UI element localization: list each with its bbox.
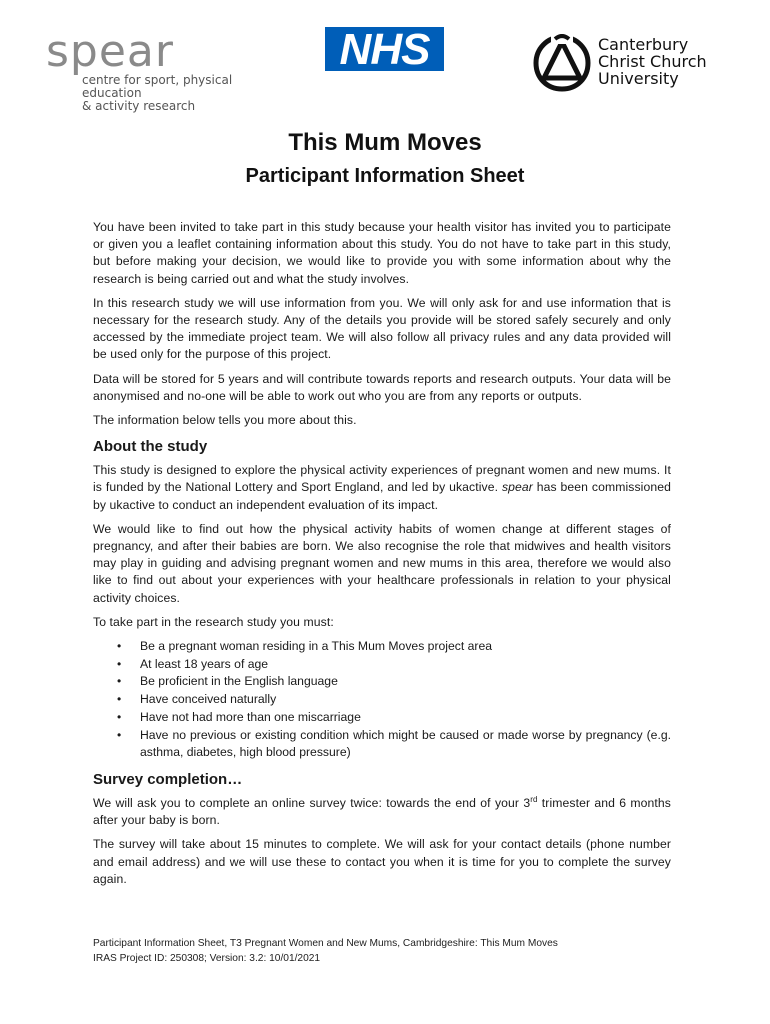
spear-logo-word: spear: [46, 26, 174, 77]
survey-paragraph-2: The survey will take about 15 minutes to complete. We will ask for your contact details (phone number and email address) and we will use these to contact you when it is time for you to complete the survey again.: [93, 837, 671, 886]
intro-paragraph-2: In this research study we will use information from you. We will only ask for and use information that is necessary for the research study. Any of the details you provide will be stored safely securely and only accessed by the immediate project team. We will also follow all privacy rules and any data provided will be used only for the purpose of this project.: [93, 295, 671, 362]
cccu-line3: University: [598, 69, 679, 88]
nhs-logo: NHS: [325, 27, 444, 71]
intro-paragraph-3: Data will be stored for 5 years and will contribute towards reports and research outputs. Your data will be anonymised and no-one will be able to work out who you are from any reports or outputs.: [93, 371, 671, 403]
about-p1-text-start: This study is designed to explore the physical activity experiences of pregnant women and new mums. It is funded by the National Lottery and Sport England, and led by ukactive.: [93, 463, 671, 495]
about-paragraph-3: To take part in the research study you must:: [93, 614, 334, 629]
survey-p1-text-start: We will ask you to complete an online survey twice: towards the end of your 3: [93, 795, 531, 810]
bullet-icon: •: [117, 656, 122, 671]
cccu-logo-text: [598, 36, 707, 87]
spear-logo-line2: & activity research: [82, 99, 196, 113]
survey-heading: Survey completion…: [93, 770, 243, 788]
cccu-line2: Christ Church: [598, 52, 707, 71]
list-item: [93, 673, 671, 691]
list-item: [93, 691, 671, 709]
cccu-logo: [531, 34, 731, 94]
about-p1-spear-italic: spear: [501, 480, 533, 495]
bullet-icon: •: [117, 709, 122, 724]
list-item-text: Be a pregnant woman residing in a This Mum Moves project area: [140, 639, 493, 654]
cccu-line1: Canterbury: [598, 35, 689, 54]
bullet-icon: •: [117, 674, 122, 689]
list-item: [93, 727, 671, 762]
about-paragraph-2: We would like to find out how the physical activity habits of women change at different stages of pregnancy, and after their babies are born. We also recognise the role that midwives and health visitors may play in guiding and advising pregnant women and new mums in this area, therefore we would also like to find out about your experiences with your healthcare professionals in relation to your physical activity choices.: [93, 521, 671, 605]
bullet-icon: •: [117, 639, 122, 654]
survey-paragraph-1: [93, 795, 671, 829]
footer-line-1: Participant Information Sheet, T3 Pregnant Women and New Mums, Cambridgeshire: This Mum Moves: [93, 938, 558, 949]
intro-paragraph-4: The information below tells you more about this.: [93, 413, 357, 428]
cccu-emblem-icon: [531, 34, 593, 92]
list-item-text: Have no previous or existing condition which might be caused or made worse by pregnancy (e.g. asthma, diabetes, high blood pressure): [140, 727, 671, 760]
eligibility-list: [93, 638, 671, 762]
survey-p1-text-end: trimester and 6 months after your baby is born.: [93, 795, 671, 828]
list-item: [93, 656, 671, 674]
list-item-text: At least 18 years of age: [140, 656, 269, 671]
page-title: This Mum Moves: [288, 129, 482, 156]
about-p1-text-end: has been commissioned by ukactive to conduct an independent evaluation of its impact.: [93, 480, 671, 512]
spear-logo: [46, 26, 286, 113]
list-item-text: Be proficient in the English language: [140, 674, 338, 689]
page-subtitle: Participant Information Sheet: [245, 165, 525, 187]
document-body: [93, 219, 671, 895]
list-item-text: Have conceived naturally: [140, 692, 277, 707]
about-paragraph-1: [93, 462, 671, 514]
about-heading: About the study: [93, 438, 208, 456]
list-item: [93, 709, 671, 727]
page-footer: [93, 937, 693, 966]
bullet-icon: •: [117, 692, 122, 707]
list-item-text: Have not had more than one miscarriage: [140, 709, 361, 724]
intro-paragraph-1: You have been invited to take part in this study because your health visitor has invited you to participate or given you a leaflet containing information about this study. You do not have to take part in this study, but before making your decision, we would like to provide you with some information about why the research is being carried out and what the study involves.: [93, 220, 671, 286]
footer-line-2: IRAS Project ID: 250308; Version: 3.2: 10/01/2021: [93, 952, 321, 964]
list-item: [93, 638, 671, 656]
survey-p1-superscript: rd: [530, 794, 538, 804]
spear-logo-line1: centre for sport, physical education: [82, 73, 233, 100]
bullet-icon: •: [117, 727, 122, 742]
